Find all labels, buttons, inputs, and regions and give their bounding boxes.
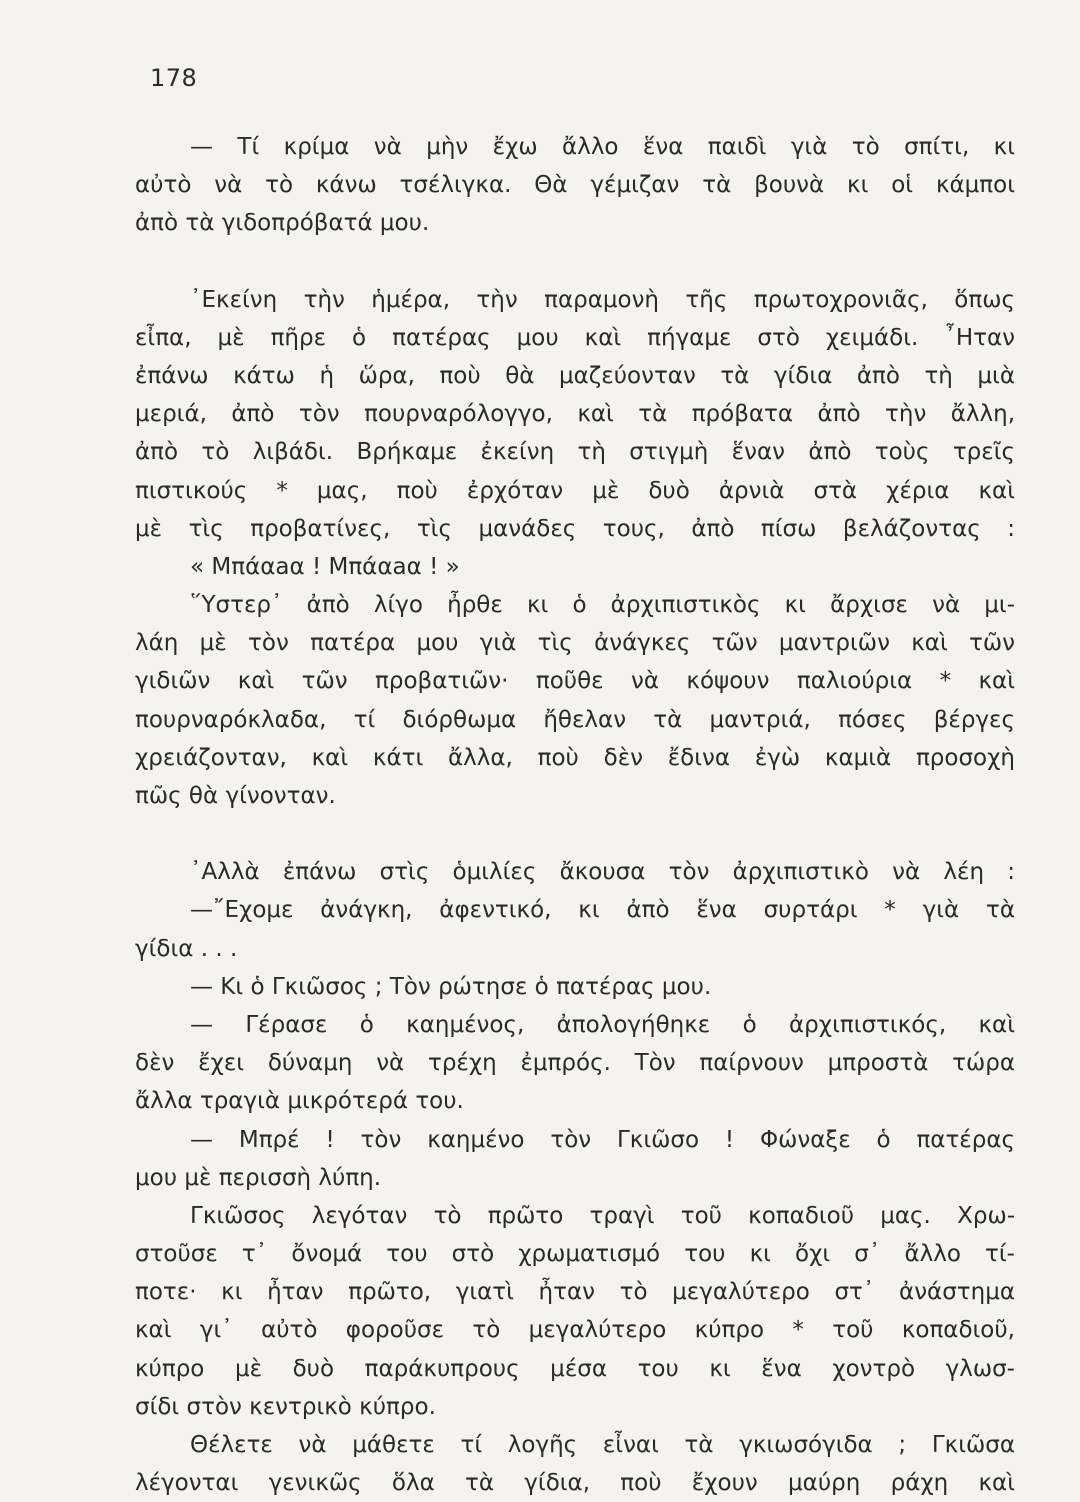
text-line: καὶ γι᾿ αὐτὸ φοροῦσε τὸ μεγαλύτερο κύπρο * τοῦ κοπαδιοῦ, xyxy=(135,1317,1015,1344)
text-line: πῶς θὰ γίνονταν. xyxy=(135,783,336,809)
text-line: ἀπὸ τὰ γιδοπρόβατά μου. xyxy=(135,210,430,237)
text-line: ποτε· κι ἦταν πρῶτο, γιατὶ ἦταν τὸ μεγαλύτερο στ᾿ ἀνάστημα xyxy=(135,1279,1015,1306)
text-line: μὲ τὶς προβατίνες, τὶς μανάδες τους, ἀπὸ πίσω βελάζοντας : xyxy=(135,515,1015,542)
text-line: εἶπα, μὲ πῆρε ὁ πατέρας μου καὶ πήγαμε στὸ χειμάδι. ῏Ηταν xyxy=(135,324,1015,351)
text-line: ἀπὸ τὸ λιβάδι. Βρήκαμε ἐκείνη τὴ στιγμὴ ἕναν ἀπὸ τοὺς τρεῖς xyxy=(135,439,1015,466)
body-text xyxy=(135,128,1015,1502)
text-line: γίδια . . . xyxy=(135,935,238,962)
text-line: « Μπάαaα ! Μπάαaα ! » xyxy=(190,553,460,580)
text-line: — Γέρασε ὁ καημένος, ἀπολογήθηκε ὁ ἀρχιπιστικός, καὶ xyxy=(190,1011,1015,1038)
text-line: — Μπρέ ! τὸν καημένο τὸν Γκιῶσο ! Φώναξε ὁ πατέρας xyxy=(190,1126,1015,1153)
text-line: — Τί κρίμα νὰ μὴν ἔχω ἄλλο ἕνα παιδὶ γιὰ τὸ σπίτι, κι xyxy=(190,134,1015,160)
text-line: κύπρο μὲ δυὸ παράκυπρους μέσα του κι ἕνα χοντρὸ γλωσ- xyxy=(135,1355,1015,1382)
text-line: σίδι στὸν κεντρικὸ κύπρο. xyxy=(135,1393,436,1420)
text-line: πουρναρόκλαδα, τί διόρθωμα ἤθελαν τὰ μαντριά, πόσες βέργες xyxy=(135,706,1015,733)
text-line: στοῦσε τ᾿ ὄνομά του στὸ χρωματισμό του κι ὄχι σ᾿ ἄλλο τί- xyxy=(135,1241,1015,1268)
text-line: Γκιῶσος λεγόταν τὸ πρῶτο τραγὶ τοῦ κοπαδιοῦ μας. Χρω- xyxy=(190,1202,1015,1229)
text-line: ῞Υστερ᾿ ἀπὸ λίγο ἦρθε κι ὁ ἀρχιπιστικὸς κι ἄρχισε νὰ μι- xyxy=(190,592,1015,619)
text-line: ᾿Εκείνη τὴν ἡμέρα, τὴν παραμονὴ τῆς πρωτοχρονιᾶς, ὅπως xyxy=(190,286,1015,313)
text-line: πιστικούς * μας, ποὺ ἐρχόταν μὲ δυὸ ἀρνιὰ στὰ χέρια καὶ xyxy=(135,477,1015,504)
text-line: ἐπάνω κάτω ἡ ὥρα, ποὺ θὰ μαζεύονταν τὰ γίδια ἀπὸ τὴ μιὰ xyxy=(135,362,1015,389)
text-line: δὲν ἔχει δύναμη νὰ τρέχη ἐμπρός. Τὸν παίρνουν μπροστὰ τώρα xyxy=(135,1050,1015,1077)
text-line: ἄλλα τραγιὰ μικρότερά του. xyxy=(135,1088,464,1115)
text-line: λέγονται γενικῶς ὅλα τὰ γίδια, ποὺ ἔχουν μαύρη ράχη καὶ xyxy=(135,1470,1015,1497)
text-line: χρειάζονταν, καὶ κάτι ἄλλα, ποὺ δὲν ἔδινα ἐγὼ καμιὰ προσοχὴ xyxy=(135,744,1015,771)
text-line: μου μὲ περισσὴ λύπη. xyxy=(135,1164,382,1191)
text-line: λάη μὲ τὸν πατέρα μου γιὰ τὶς ἀνάγκες τῶν μαντριῶν καὶ τῶν xyxy=(135,630,1015,657)
text-line: Θέλετε νὰ μάθετε τί λογῆς εἶναι τὰ γκιωσόγιδα ; Γκιῶσα xyxy=(190,1432,1015,1458)
text-line: —῎Εχομε ἀνάγκη, ἀφεντικό, κι ἀπὸ ἕνα συρτάρι * γιὰ τὰ xyxy=(190,897,1015,924)
text-line: γιδιῶν καὶ τῶν προβατιῶν· ποῦθε νὰ κόψουν παλιούρια * καὶ xyxy=(135,668,1015,695)
text-line: μεριά, ἀπὸ τὸν πουρναρόλογγο, καὶ τὰ πρόβατα ἀπὸ τὴν ἄλλη, xyxy=(135,401,1015,428)
text-line: αὐτὸ νὰ τὸ κάνω τσέλιγκα. Θὰ γέμιζαν τὰ βουνὰ κι οἱ κάμποι xyxy=(135,172,1015,199)
text-line: — Κι ὁ Γκιῶσος ; Τὸν ρώτησε ὁ πατέρας μου. xyxy=(190,973,712,1000)
text-line: ᾿Αλλὰ ἐπάνω στὶς ὁμιλίες ἄκουσα τὸν ἀρχιπιστικὸ νὰ λέη : xyxy=(190,859,1015,886)
page-number: 178 xyxy=(150,64,198,92)
